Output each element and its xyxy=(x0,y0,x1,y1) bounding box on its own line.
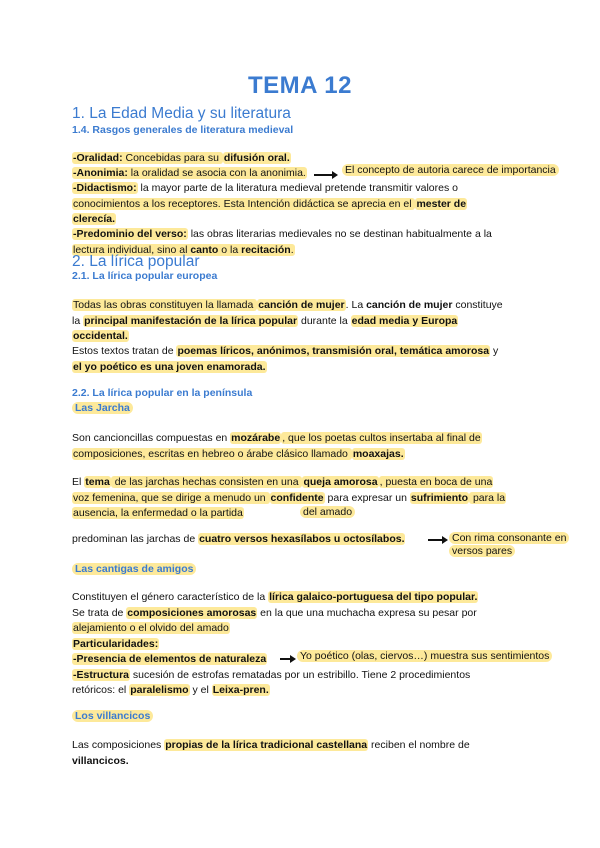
predominio-paragraph: -Predominio del verso: las obras literarias medievales no se destinan habitualmente a la lectura individual, sino al canto o la recitación. xyxy=(73,228,492,256)
anonimia-arrow-icon xyxy=(314,174,336,176)
oralidad-line: -Oralidad: Concebidas para su difusión oral. xyxy=(73,152,290,164)
rima-arrow-icon xyxy=(428,539,446,541)
jarcha-paragraph-2: El tema de las jarchas hechas consisten en una queja amorosa , puesta en boca de una voz femenina, que se dirige a menudo un confidente para expresar un sufrimiento para la ausencia, la enfermedad o la partida xyxy=(72,476,506,519)
villancicos-heading: Los villancicos xyxy=(72,710,153,722)
section-2-heading: 2. La lírica popular xyxy=(72,253,200,270)
oralidad-label: -Oralidad: xyxy=(73,152,123,164)
anonimia-annotation: El concepto de autoria carece de importancia xyxy=(342,164,559,177)
didactismo-label: -Didactismo: xyxy=(73,182,137,194)
jarcha-paragraph-1: Son cancioncillas compuestas en mozárabe , que los poetas cultos insertaba al final de composiciones, escritas en hebreo o árabe clásico llamado moaxajas. xyxy=(72,432,481,460)
rima-annotation: Con rima consonante en versos pares xyxy=(449,532,584,558)
temas-paragraph: Estos textos tratan de poemas líricos, anónimos, transmisión oral, temática amorosa y el yo poético es una joven enamorada. xyxy=(72,345,499,373)
jarcha-heading: Las Jarcha xyxy=(72,402,133,414)
page-title: TEMA 12 xyxy=(248,72,352,99)
jarcha-paragraph-3: predominan las jarchas de cuatro versos hexasílabos u octosílabos. xyxy=(72,533,405,545)
section-2-2-subheading: 2.2. La lírica popular en la península xyxy=(72,387,253,399)
anonimia-line: -Anonimia: la oralidad se asocia con la anonimia. xyxy=(73,167,306,179)
amado-annotation: del amado xyxy=(300,506,355,519)
section-2-1-subheading: 2.1. La lírica popular europea xyxy=(72,270,218,282)
cantigas-heading: Las cantigas de amigos xyxy=(72,563,196,575)
naturaleza-arrow-icon xyxy=(280,658,294,660)
cantigas-paragraph: Constituyen el género característico de la lírica galaico-portuguesa del tipo popular. Se trata de composiciones amorosas en la que una muchacha expresa su pesar por alejamiento o el olvido del amado Particularidades: -Presencia de elementos de naturaleza -Estructura sucesión de estrofas rematadas por un estribillo. Tiene 2 procedimientos retóricos: el paralelismo y el Leixa-pren. xyxy=(72,591,478,696)
cancion-mujer-paragraph: Todas las obras constituyen la llamada canción de mujer. La canción de mujer constituye la principal manifestación de la lírica popular durante la edad media y Europa occidental. xyxy=(72,299,503,342)
villancicos-paragraph: Las composiciones propias de la lírica tradicional castellana reciben el nombre de villancicos. xyxy=(72,739,470,767)
naturaleza-annotation: Yo poético (olas, ciervos…) muestra sus sentimientos xyxy=(297,650,552,663)
section-1-heading: 1. La Edad Media y su literatura xyxy=(72,105,291,122)
predominio-label: -Predominio del verso: xyxy=(73,228,187,240)
section-1-4-subheading: 1.4. Rasgos generales de literatura medieval xyxy=(72,124,294,136)
anonimia-label: -Anonimia: xyxy=(73,167,128,179)
didactismo-paragraph: -Didactismo: la mayor parte de la literatura medieval pretende transmitir valores o conocimientos a los receptores. Esta Intención didáctica se aprecia en el mester de clerecía. xyxy=(73,182,467,225)
